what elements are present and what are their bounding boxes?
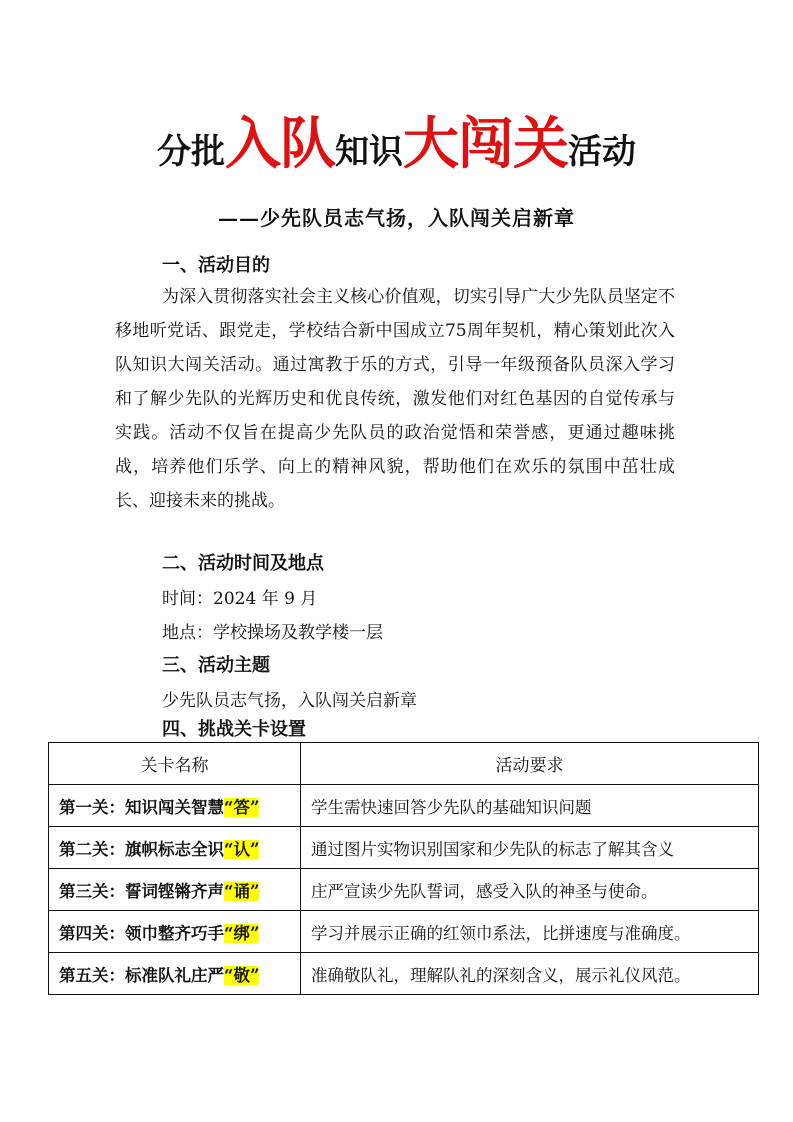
title-part-2: 入队	[225, 112, 335, 177]
level-name-cell	[49, 827, 301, 869]
table-row	[49, 827, 759, 869]
event-place: 地点：学校操场及教学楼一层	[162, 623, 383, 643]
level-name: 第二关：旗帜标志全识	[59, 839, 224, 859]
level-name-cell	[49, 869, 301, 911]
level-name-cell	[49, 953, 301, 995]
title-part-3: 知识	[335, 132, 403, 172]
level-name: 第四关：领巾整齐巧手	[59, 923, 224, 943]
section-heading-theme: 三、活动主题	[162, 655, 270, 676]
level-keyword-highlight: “绑”	[224, 923, 260, 943]
document-subtitle: ——少先队员志气扬，入队闯关启新章	[218, 206, 575, 230]
section-heading-time-place: 二、活动时间及地点	[162, 553, 324, 574]
section-heading-levels: 四、挑战关卡设置	[162, 719, 306, 740]
event-time: 时间：2024 年 9 月	[162, 589, 318, 609]
level-keyword-highlight: “诵”	[224, 881, 260, 901]
level-keyword-highlight: “敬”	[224, 965, 260, 985]
level-name: 第五关：标准队礼庄严	[59, 965, 224, 985]
table-row	[49, 869, 759, 911]
level-requirement: 学习并展示正确的红领巾系法，比拼速度与准确度。	[301, 911, 759, 953]
level-name-cell	[49, 785, 301, 827]
table-header-row	[49, 743, 759, 785]
level-name-cell	[49, 911, 301, 953]
level-name: 第一关：知识闯关智慧	[59, 797, 224, 817]
table-row	[49, 911, 759, 953]
level-keyword-highlight: “答”	[224, 797, 260, 817]
title-part-4: 大闯关	[403, 112, 568, 177]
title-part-1: 分批	[157, 132, 225, 172]
levels-table	[48, 742, 759, 995]
table-row	[49, 785, 759, 827]
level-keyword-highlight: “认”	[224, 839, 260, 859]
title-part-5: 活动	[568, 132, 636, 172]
level-requirement: 通过图片实物识别国家和少先队的标志了解其含义	[301, 827, 759, 869]
header-requirement: 活动要求	[301, 743, 759, 785]
event-theme: 少先队员志气扬，入队闯关启新章	[162, 691, 417, 711]
purpose-paragraph: 为深入贯彻落实社会主义核心价值观，切实引导广大少先队员坚定不移地听党话、跟党走，学校结合新中国成立75周年契机，精心策划此次入队知识大闯关活动。通过寓教于乐的方式，引导一年级预备队员深入学习和了解少先队的光辉历史和优良传统，激发他们对红色基因的自觉传承与实践。活动不仅旨在提高少先队员的政治觉悟和荣誉感，更通过趣味挑战，培养他们乐学、向上的精神风貌，帮助他们在欢乐的氛围中茁壮成长、迎接未来的挑战。	[115, 287, 675, 511]
level-requirement: 准确敬队礼，理解队礼的深刻含义，展示礼仪风范。	[301, 953, 759, 995]
level-requirement: 庄严宣读少先队誓词，感受入队的神圣与使命。	[301, 869, 759, 911]
level-name: 第三关：誓词铿锵齐声	[59, 881, 224, 901]
table-row	[49, 953, 759, 995]
level-requirement: 学生需快速回答少先队的基础知识问题	[301, 785, 759, 827]
document-title	[0, 100, 793, 190]
header-level-name: 关卡名称	[49, 743, 301, 785]
section-heading-purpose: 一、活动目的	[162, 255, 270, 276]
